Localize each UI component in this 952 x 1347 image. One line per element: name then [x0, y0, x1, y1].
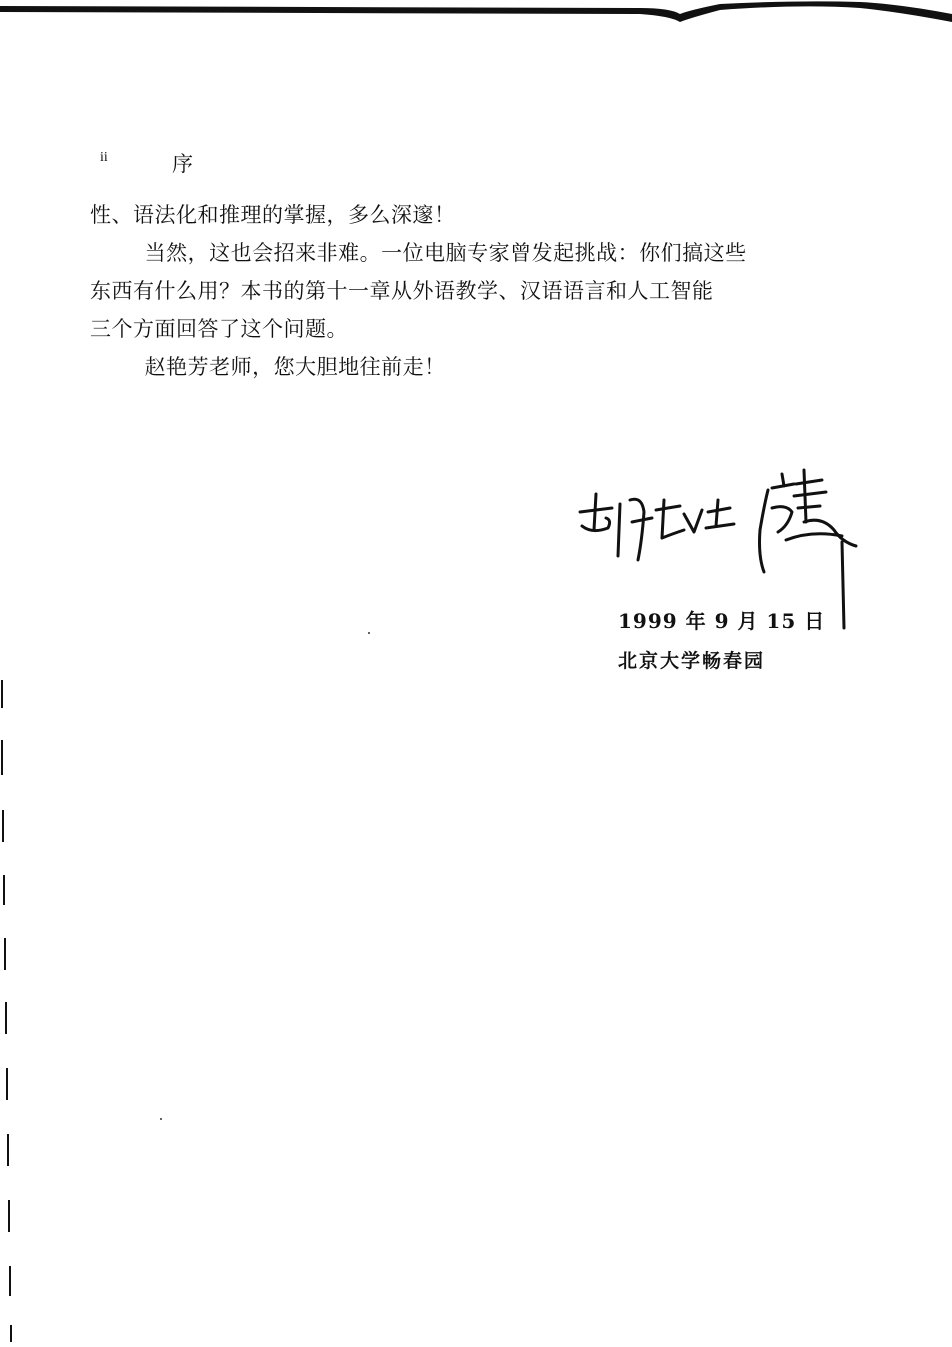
page-number: ii: [100, 150, 108, 165]
body-text: [90, 196, 865, 386]
scan-edge-marks: [0, 670, 20, 1347]
signature-date: 1999 年 9 月 15 日: [618, 609, 826, 633]
section-title: 序: [172, 152, 193, 176]
paragraph-continuation: 性、语法化和推理的掌握，多么深邃！: [90, 203, 456, 227]
paragraph: 当然，这也会招来非难。一位电脑专家曾发起挑战：你们搞这些: [144, 241, 747, 265]
paragraph-line: 三个方面回答了这个问题。: [90, 317, 348, 341]
scan-speck: [368, 632, 370, 634]
paragraph: 赵艳芳老师，您大胆地往前走！: [144, 355, 446, 379]
signature-place: 北京大学畅春园: [618, 650, 766, 672]
page-top-border: [0, 0, 952, 40]
scan-speck: [160, 1118, 162, 1120]
paragraph-line: 东西有什么用？本书的第十一章从外语教学、汉语语言和人工智能: [90, 279, 714, 303]
